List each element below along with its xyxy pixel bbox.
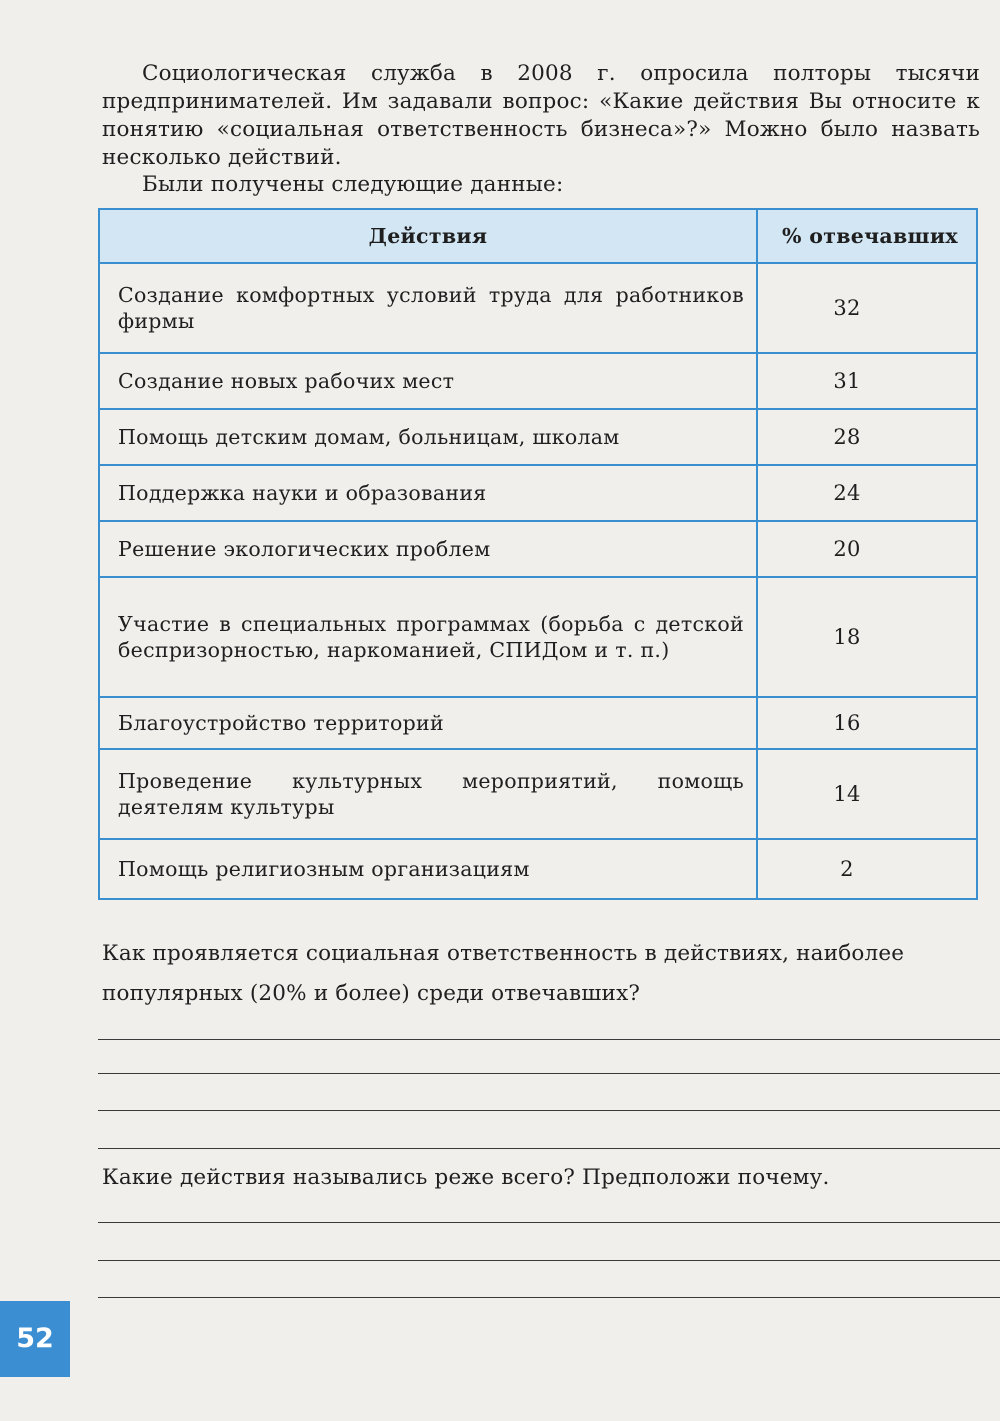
table-row bbox=[99, 577, 977, 697]
row-percent: 2 bbox=[757, 839, 977, 899]
table-row bbox=[99, 465, 977, 521]
row-action: Создание комфортных условий труда для работников фирмы bbox=[99, 263, 757, 353]
row-action: Решение экологических проблем bbox=[99, 521, 757, 577]
row-percent: 28 bbox=[757, 409, 977, 465]
answer-line[interactable] bbox=[98, 1260, 1000, 1261]
table-row bbox=[99, 697, 977, 749]
row-action: Проведение культурных мероприятий, помощь деятелям культуры bbox=[99, 749, 757, 839]
header-percent: % отвечавших bbox=[757, 209, 977, 263]
row-percent: 20 bbox=[757, 521, 977, 577]
row-percent: 14 bbox=[757, 749, 977, 839]
answer-line[interactable] bbox=[98, 1110, 1000, 1111]
row-action: Помощь детским домам, больницам, школам bbox=[99, 409, 757, 465]
row-percent: 24 bbox=[757, 465, 977, 521]
survey-table bbox=[98, 208, 978, 900]
row-action: Благоустройство территорий bbox=[99, 697, 757, 749]
row-percent: 32 bbox=[757, 263, 977, 353]
intro-paragraph: Социологическая служба в 2008 г. опросила полторы тысячи предпринимателей. Им задавали вопрос: «Какие действия Вы относите к понятию «социальная ответственность бизнеса»?» Можно было назвать несколько действий. bbox=[102, 61, 980, 170]
row-percent: 31 bbox=[757, 353, 977, 409]
row-action: Поддержка науки и образования bbox=[99, 465, 757, 521]
table-row bbox=[99, 409, 977, 465]
page-number: 52 bbox=[0, 1301, 70, 1377]
header-action: Действия bbox=[99, 209, 757, 263]
answer-line[interactable] bbox=[98, 1039, 1000, 1040]
table-row bbox=[99, 749, 977, 839]
table-row bbox=[99, 839, 977, 899]
answer-line[interactable] bbox=[98, 1222, 1000, 1223]
row-action: Помощь религиозным организациям bbox=[99, 839, 757, 899]
table-header-row bbox=[99, 209, 977, 263]
table-row bbox=[99, 353, 977, 409]
question-2: Какие действия назывались реже всего? Предположи почему. bbox=[102, 1165, 830, 1190]
table-row bbox=[99, 521, 977, 577]
answer-line[interactable] bbox=[98, 1073, 1000, 1074]
data-intro-text: Были получены следующие данные: bbox=[142, 172, 564, 197]
row-percent: 18 bbox=[757, 577, 977, 697]
row-action: Участие в специальных программах (борьба с детской беспризорностью, наркоманией, СПИДом и т. п.) bbox=[99, 577, 757, 697]
answer-line[interactable] bbox=[98, 1148, 1000, 1149]
table-row bbox=[99, 263, 977, 353]
row-action: Создание новых рабочих мест bbox=[99, 353, 757, 409]
question-1: Как проявляется социальная ответственность в действиях, наиболее популярных (20% и более) среди отвечавших? bbox=[102, 941, 905, 1006]
answer-line[interactable] bbox=[98, 1297, 1000, 1298]
row-percent: 16 bbox=[757, 697, 977, 749]
